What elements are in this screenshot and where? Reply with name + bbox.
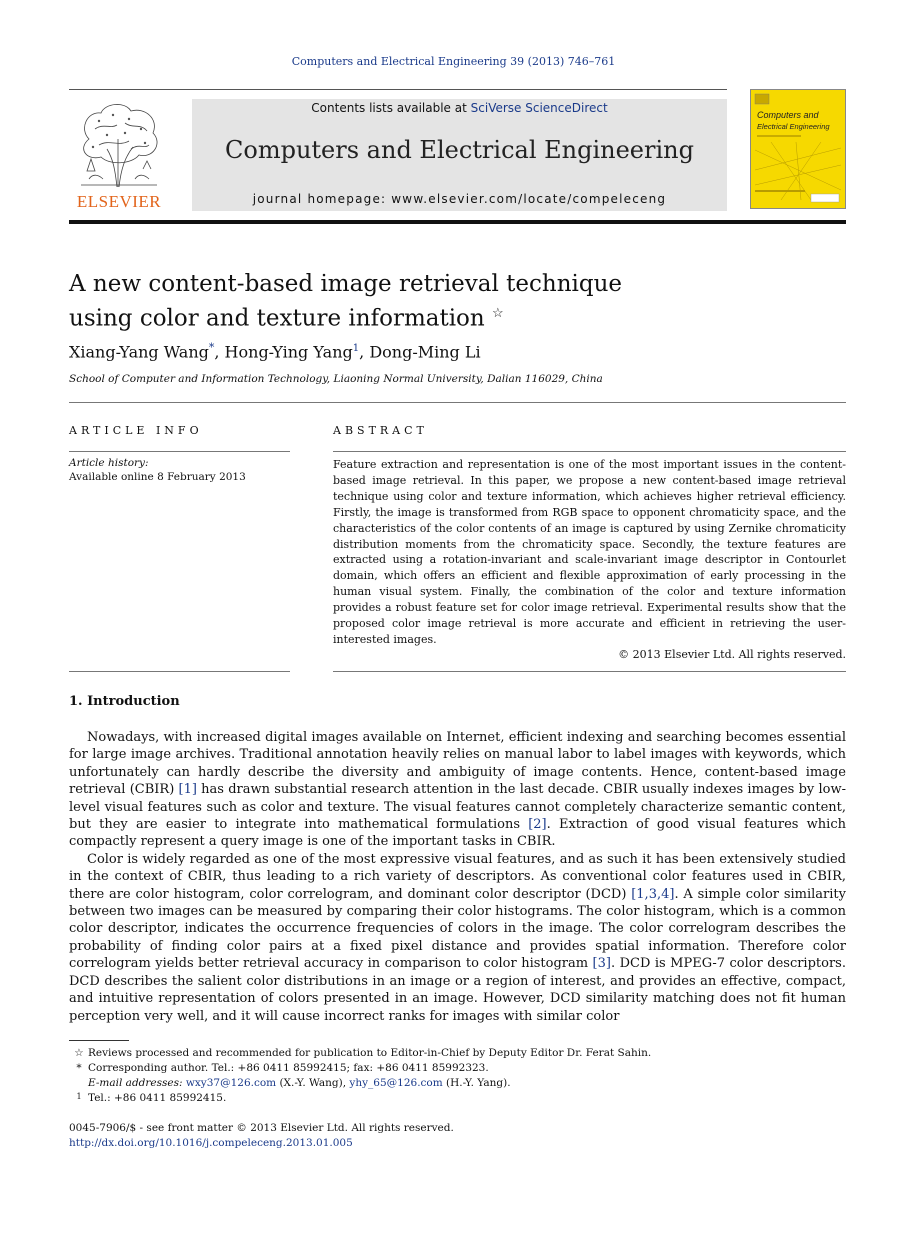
issn-line: 0045-7906/$ - see front matter © 2013 Elsevier Ltd. All rights reserved. [69,1122,454,1134]
cover-artwork [751,90,845,208]
reference-link[interactable]: [1] [178,782,197,798]
author-separator: , [214,342,225,362]
email-owner: (H.-Y. Yang). [442,1077,511,1089]
author-separator: , [359,342,370,362]
abstract-bottom-rule [333,671,846,672]
history-label: Article history: [69,457,149,469]
history-value: Available online 8 February 2013 [69,471,246,483]
affiliation: School of Computer and Information Technology, Liaoning Normal University, Dalian 116029, China [69,373,603,385]
abstract-heading: ABSTRACT [333,424,428,437]
email-owner: (X.-Y. Wang), [276,1077,350,1089]
footnote-rule [69,1040,129,1041]
footnote-corresponding [69,1061,846,1076]
email-label: E-mail addresses: [88,1077,186,1089]
contents-availability [192,101,727,115]
title-line-1: A new content-based image retrieval technique [69,271,623,297]
paragraph-text: . Extraction of good visual features which compactly represent a query image is one of the important tasks in CBIR. [69,817,846,850]
author-name: Dong-Ming Li [369,342,481,362]
reference-link[interactable]: [1,3,4] [631,886,675,902]
article-title [69,270,669,334]
title-footnote-mark[interactable]: ☆ [492,306,504,321]
sciencedirect-link[interactable]: SciVerse ScienceDirect [470,101,608,115]
author-list [69,341,481,361]
intro-paragraph-2 [69,851,846,1025]
footnote-emails [69,1076,846,1091]
contents-prefix: Contents lists available at [311,101,471,115]
author-name: Xiang-Yang Wang [69,342,209,362]
abstract-rule [333,451,846,452]
title-line-2-text: using color and texture information [69,305,485,332]
article-info-rule [69,451,290,452]
reference-link[interactable]: [3] [592,956,611,972]
reference-link[interactable]: [2] [528,817,547,833]
intro-paragraph-1 [69,729,846,851]
footnote-mark: ☆ [74,1047,84,1059]
email-link[interactable]: yhy_65@126.com [349,1077,443,1089]
doi-link[interactable]: http://dx.doi.org/10.1016/j.compeleceng.2013.01.005 [69,1137,353,1149]
header-rule [69,89,727,90]
introduction-body [69,729,846,1025]
journal-title: Computers and Electrical Engineering [225,136,694,164]
footnote-star [69,1046,846,1061]
abstract-text: Feature extraction and representation is one of the most important issues in the content-based image retrieval. In this paper, we propose a new content-based image retrieval technique using color and texture information, which achieves higher retrieval efficiency. Firstly, the image is transformed from RGB space to opponent chromaticity space, and the characteristics of the color contents of an image is captured by using Zernike chromaticity distribution moments from the chromaticity space. Secondly, the texture features are extracted using a rotation-invariant and scale-invariant image descriptor in Contourlet domain, which offers an efficient and flexible approximation of early processing in the human visual system. Finally, the combination of the color and texture information provides a robust feature set for color image retrieval. Experimental results show that the proposed color image retrieval is more accurate and efficient in retrieving the user-interested images. [333,458,846,646]
footnote-mark: * [76,1062,82,1074]
cover-title-2: Electrical Engineering [757,122,830,131]
email-link[interactable]: wxy37@126.com [185,1077,277,1089]
section-heading-introduction: 1. Introduction [69,694,180,709]
elsevier-wordmark: ELSEVIER [76,192,162,211]
footnote-text: Tel.: +86 0411 85992415. [88,1092,227,1104]
journal-citation[interactable]: Computers and Electrical Engineering 39 (2013) 746–761 [291,55,616,68]
info-top-rule [69,402,846,403]
paragraph-text: Color is widely regarded as one of the most expressive visual features, and as such it has been extensively studied in the context of CBIR, thus leading to a rich variety of descriptors. As conventional color features used in CBIR, there are color histogram, color correlogram, and dominant color descriptor (DCD) [69,851,846,902]
footnote-text: Reviews processed and recommended for publication to Editor-in-Chief by Deputy Editor Dr. Ferat Sahin. [88,1047,652,1059]
footnotes [69,1046,846,1106]
paragraph-text: Nowadays, with increased digital images available on Internet, efficient indexing and searching becomes essential for large image archives. Traditional annotation heavily relies on manual labor to label images with keywords, which unfortunately can hardly describe the diversity and ambiguity of image contents. Hence, content-based image retrieval (CBIR) [69,730,846,798]
paragraph-text: has drawn substantial research attention in the last decade. CBIR usually indexes images by low-level visual features such as color and texture. The visual features cannot completely characterize semantic content, but they are easier to integrate into mathematical formulations [69,782,846,833]
author-mark[interactable]: 1 [352,343,360,354]
paragraph-text: . A simple color similarity between two images can be measured by comparing their color histograms. The color histogram, which is a common color descriptor, indicates the occurrence frequencies of colors in the image. The color correlogram describes the probability of finding color pairs at a fixed pixel distance and provides spatial information. Therefore color correlogram yields better retrieval accuracy in comparison to color histogram [69,886,846,972]
journal-homepage [192,192,727,206]
title-line-2 [69,299,669,334]
abstract-copyright: © 2013 Elsevier Ltd. All rights reserved. [618,648,846,661]
paragraph-text: . DCD is MPEG-7 color descriptors. DCD describes the salient color distributions in an image or a region of interest, and provides an effective, compact, and intuitive representation of colors presented in an image. However, DCD similarity matching does not fit human perception very well, and it will cause incorrect ranks for images with similar color [69,956,846,1024]
footnote-text: Corresponding author. Tel.: +86 0411 85992415; fax: +86 0411 85992323. [88,1062,489,1074]
elsevier-logo [69,99,169,211]
journal-cover [750,89,846,209]
footnote-mark: 1 [76,1092,82,1101]
cover-title-1: Computers and [757,110,819,120]
header-thick-rule [69,220,846,224]
author-name: Hong-Ying Yang [224,342,353,362]
author-mark[interactable]: * [208,341,215,354]
elsevier-tree-icon [69,99,169,211]
article-info-bottom-rule [69,671,290,672]
footnote-one [69,1091,846,1106]
homepage-label: journal homepage: [252,192,392,206]
homepage-link[interactable]: www.elsevier.com/locate/compeleceng [391,192,667,206]
article-info-heading: ARTICLE INFO [69,424,203,437]
